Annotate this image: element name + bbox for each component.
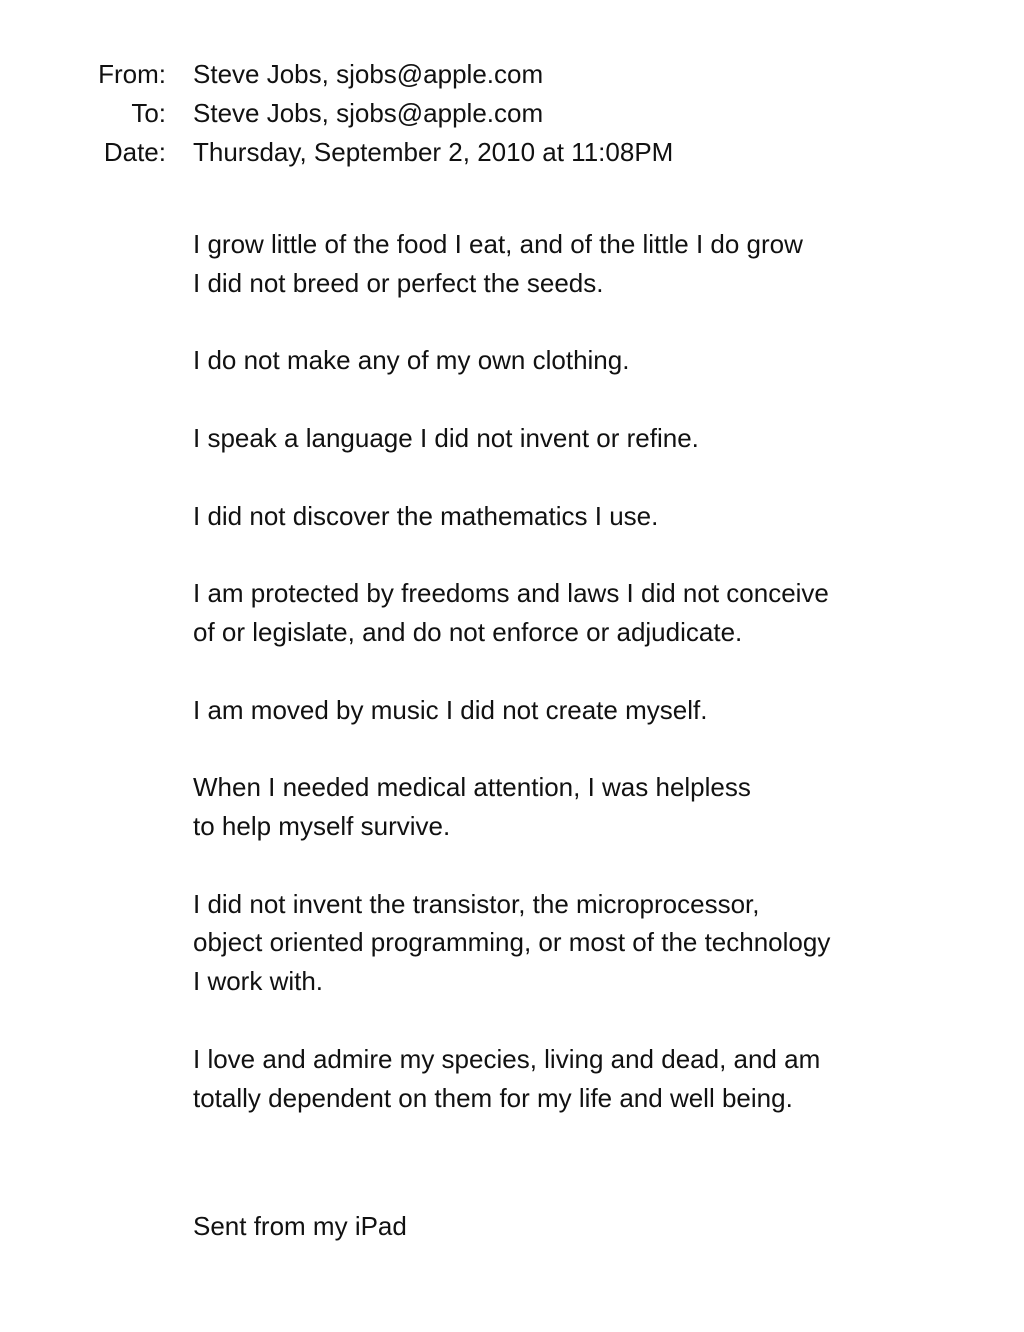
email-body <box>193 225 993 1117</box>
date-label: Date: <box>103 137 166 167</box>
paragraph <box>193 419 993 458</box>
to-value: Steve Jobs, sjobs@apple.com <box>193 98 544 128</box>
paragraph <box>193 497 993 536</box>
body-line: I did not discover the mathematics I use. <box>193 500 659 531</box>
body-line: I speak a language I did not invent or refine. <box>193 422 699 453</box>
body-line: object oriented programming, or most of the technology <box>193 927 831 958</box>
body-line: I work with. <box>193 966 324 997</box>
to-row <box>0 94 1024 133</box>
date-value: Thursday, September 2, 2010 at 11:08PM <box>193 137 674 167</box>
body-line: I am protected by freedoms and laws I did not conceive <box>193 578 829 609</box>
body-line: of or legislate, and do not enforce or adjudicate. <box>193 616 743 647</box>
body-line: totally dependent on them for my life and well being. <box>193 1082 793 1113</box>
paragraph <box>193 1040 993 1118</box>
from-row <box>0 55 1024 94</box>
paragraph <box>193 691 993 730</box>
body-line: to help myself survive. <box>193 810 451 841</box>
body-line: I do not make any of my own clothing. <box>193 345 630 376</box>
signature: Sent from my iPad <box>193 1211 407 1241</box>
paragraph <box>193 574 993 652</box>
from-label: From: <box>98 59 166 89</box>
body-line: I did not invent the transistor, the microprocessor, <box>193 888 760 919</box>
to-label: To: <box>131 98 166 128</box>
paragraph <box>193 225 993 303</box>
body-line: When I needed medical attention, I was helpless <box>193 772 751 803</box>
body-line: I did not breed or perfect the seeds. <box>193 267 604 298</box>
email-header <box>0 55 1024 172</box>
paragraph <box>193 768 993 846</box>
date-row <box>0 133 1024 172</box>
paragraph <box>193 341 993 380</box>
body-line: I love and admire my species, living and dead, and am <box>193 1043 821 1074</box>
paragraph <box>193 885 993 1001</box>
from-value: Steve Jobs, sjobs@apple.com <box>193 59 544 89</box>
body-line: I am moved by music I did not create myself. <box>193 694 708 725</box>
body-line: I grow little of the food I eat, and of the little I do grow <box>193 229 803 259</box>
